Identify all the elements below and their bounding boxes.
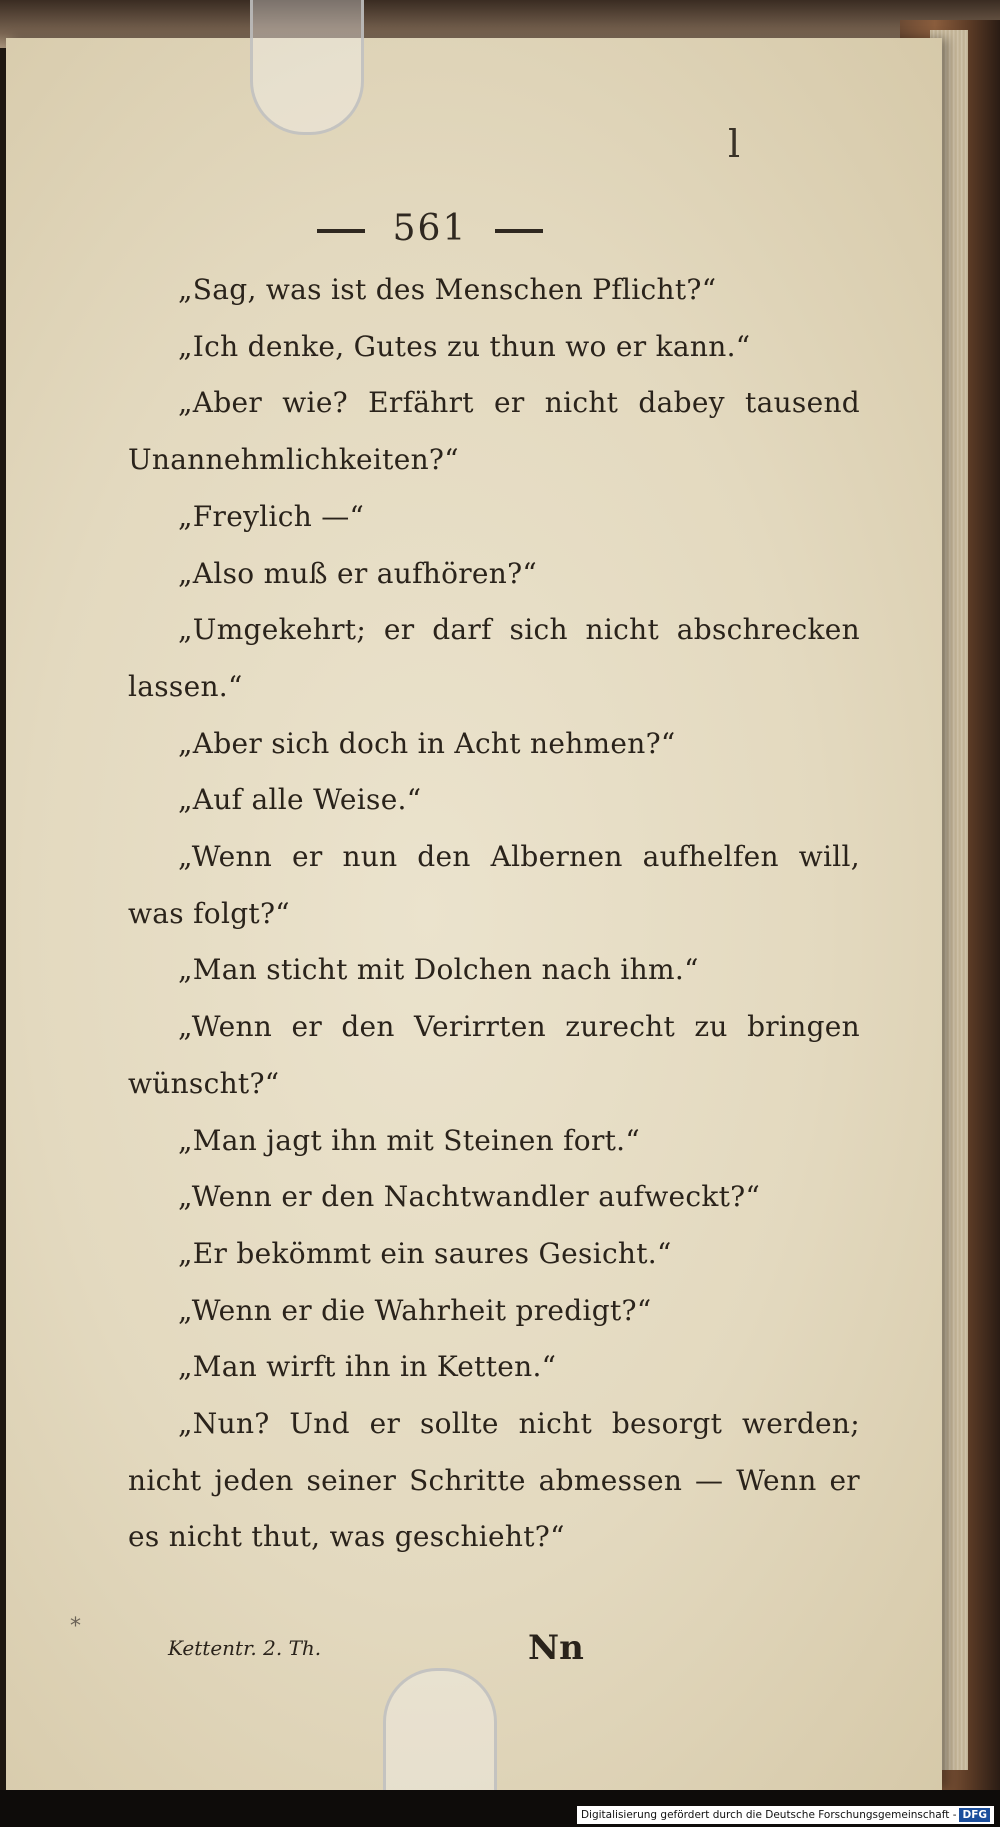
signature-title: Kettentr. 2. Th. [168, 1636, 322, 1660]
paragraph: „Also muß er aufhören?“ [178, 556, 538, 590]
paragraph: „Aber wie? Erfährt er nicht dabey tausend Unannehmlichkeiten?“ [128, 386, 860, 477]
pencil-mark: l [728, 122, 741, 166]
page-number [0, 208, 860, 249]
digitization-credit [577, 1806, 994, 1824]
paragraph: „Wenn er die Wahrheit predigt?“ [178, 1293, 652, 1327]
paragraph: „Wenn er den Nachtwandler aufweckt?“ [178, 1180, 761, 1214]
paragraph: „Nun? Und er sollte nicht besorgt werden; nicht jeden seiner Schritte abmessen — Wenn er es nicht thut, was geschieht?“ [128, 1407, 860, 1554]
margin-marker: * [70, 1614, 81, 1639]
page-clip-top [250, 0, 364, 135]
paragraph: „Man wirft ihn in Ketten.“ [178, 1350, 557, 1384]
page-number-dash-right [495, 229, 543, 233]
paragraph: „Ich denke, Gutes zu thun wo er kann.“ [178, 329, 751, 363]
paragraph: „Man sticht mit Dolchen nach ihm.“ [178, 953, 699, 987]
paragraph: „Wenn er den Verirrten zurecht zu bringen wünscht?“ [128, 1010, 860, 1100]
paragraph: „Sag, was ist des Menschen Pflicht?“ [178, 273, 717, 306]
paragraph: „Auf alle Weise.“ [178, 783, 422, 817]
body-text [128, 262, 860, 1566]
paragraph: „Wenn er nun den Albernen aufhelfen will, was folgt?“ [128, 840, 860, 930]
paragraph: „Freylich —“ [178, 499, 365, 533]
paragraph: „Man jagt ihn mit Steinen fort.“ [178, 1123, 641, 1157]
paragraph: „Er bekömmt ein saures Gesicht.“ [178, 1236, 672, 1270]
paragraph: „Umgekehrt; er darf sich nicht abschrecken lassen.“ [128, 613, 860, 703]
page-number-text: 561 [392, 208, 468, 249]
dfg-logo-icon: DFG [959, 1808, 990, 1822]
paragraph: „Aber sich doch in Acht nehmen?“ [178, 726, 676, 760]
page-number-dash-left [317, 229, 365, 233]
credit-text: Digitalisierung gefördert durch die Deutsche Forschungsgemeinschaft - [580, 1809, 957, 1821]
sheet-signature: Nn [528, 1628, 584, 1668]
